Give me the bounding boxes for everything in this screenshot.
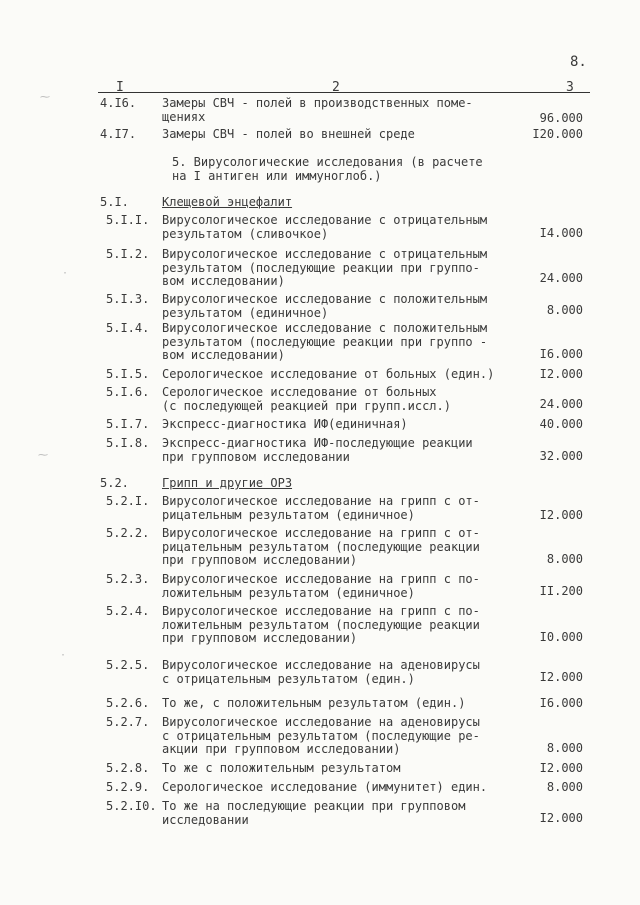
row-description: Вирусологическое исследование на аденовирусы с отрицательным результатом (един.) [162, 658, 480, 686]
row-number: 5.I.6. [106, 385, 150, 399]
row-price: I2.000 [539, 508, 583, 522]
row-number: 5.I.4. [106, 321, 150, 335]
row-description: Серологическое исследование от больных (с последующей реакцией при групп.иссл.) [162, 385, 451, 413]
row-price: I4.000 [539, 226, 583, 240]
subsection-number: 5.2. [100, 476, 129, 490]
row-number: 4.I6. [100, 96, 137, 110]
row-price: I20.000 [532, 127, 583, 141]
row-price: I2.000 [539, 761, 583, 775]
row-description: Вирусологическое исследование с положительным результатом (последующие реакции при группо - вом исследовании) [162, 321, 488, 362]
row-price: 32.000 [539, 449, 583, 463]
row-description: То же на последующие реакции при групповом исследовании [162, 799, 466, 827]
page-number: 8. [570, 54, 587, 70]
row-price: 8.000 [546, 552, 583, 566]
row-price: 8.000 [546, 741, 583, 755]
row-description: Экспресс-диагностика ИФ-последующие реакции при групповом исследовании [162, 436, 473, 464]
subsection-number: 5.I. [100, 195, 129, 209]
row-number: 5.2.6. [106, 696, 150, 710]
row-number: 5.2.5. [106, 658, 150, 672]
row-price: 24.000 [539, 397, 583, 411]
row-description: Серологическое исследование (иммунитет) един. [162, 780, 488, 794]
row-number: 5.I.7. [106, 417, 150, 431]
row-price: 24.000 [539, 271, 583, 285]
section-title: 5. Вирусологические исследования (в расчете на I антиген или иммуноглоб.) [172, 155, 483, 183]
row-number: 5.2.4. [106, 604, 150, 618]
row-description: Экспресс-диагностика ИФ(единичная) [162, 417, 408, 431]
row-description: Вирусологическое исследование на аденовирусы с отрицательным результатом (последующие ре- акции при групповом исследовании) [162, 715, 480, 756]
row-description: То же с положительным результатом [162, 761, 401, 775]
row-price: I6.000 [539, 347, 583, 361]
row-price: 40.000 [539, 417, 583, 431]
row-description: Серологическое исследование от больных (един.) [162, 367, 495, 381]
row-price: II.200 [539, 584, 583, 598]
column-header-3: 3 [566, 80, 574, 95]
row-price: I6.000 [539, 696, 583, 710]
row-description: Замеры СВЧ - полей во внешней среде [162, 127, 415, 141]
row-number: 5.2.7. [106, 715, 150, 729]
row-description: То же, с положительным результатом (един.) [162, 696, 466, 710]
row-number: 5.2.I0. [106, 799, 157, 813]
row-number: 5.2.I. [106, 494, 150, 508]
row-number: 5.2.3. [106, 572, 150, 586]
column-header-2: 2 [332, 80, 340, 95]
row-number: 5.I.2. [106, 247, 150, 261]
row-number: 4.I7. [100, 127, 137, 141]
row-number: 5.2.8. [106, 761, 150, 775]
row-price: I2.000 [539, 367, 583, 381]
scan-speck: ⁓ [40, 92, 50, 103]
scan-speck: ⁓ [38, 450, 48, 461]
row-price: I0.000 [539, 630, 583, 644]
row-description: Вирусологическое исследование с отрицательным результатом (последующие реакции при группо- вом исследовании) [162, 247, 488, 288]
subsection-title: Клещевой энцефалит [162, 195, 293, 209]
row-number: 5.I.8. [106, 436, 150, 450]
row-description: Вирусологическое исследование с отрицательным результатом (сливочкое) [162, 213, 488, 241]
row-price: 96.000 [539, 111, 583, 125]
column-header-1: I [116, 80, 124, 95]
row-number: 5.I.I. [106, 213, 150, 227]
row-description: Замеры СВЧ - полей в производственных поме- щениях [162, 96, 473, 124]
scan-speck: · [60, 650, 67, 661]
row-price: 8.000 [546, 303, 583, 317]
scan-speck: · [62, 268, 69, 279]
row-description: Вирусологическое исследование на грипп с по- ложительным результатом (единичное) [162, 572, 480, 600]
row-number: 5.2.9. [106, 780, 150, 794]
row-number: 5.I.5. [106, 367, 150, 381]
row-number: 5.2.2. [106, 526, 150, 540]
row-price: 8.000 [546, 780, 583, 794]
row-price: I2.000 [539, 670, 583, 684]
row-price: I2.000 [539, 811, 583, 825]
header-rule [98, 92, 590, 93]
row-description: Вирусологическое исследование с положительным результатом (единичное) [162, 292, 488, 320]
subsection-title: Грипп и другие ОРЗ [162, 476, 293, 490]
row-description: Вирусологическое исследование на грипп с от- рицательным результатом (единичное) [162, 494, 480, 522]
row-description: Вирусологическое исследование на грипп с от- рицательным результатом (последующие реакции при групповом исследовании) [162, 526, 480, 567]
row-number: 5.I.3. [106, 292, 150, 306]
row-description: Вирусологическое исследование на грипп с по- ложительным результатом (последующие реакции при групповом исследовании) [162, 604, 480, 645]
